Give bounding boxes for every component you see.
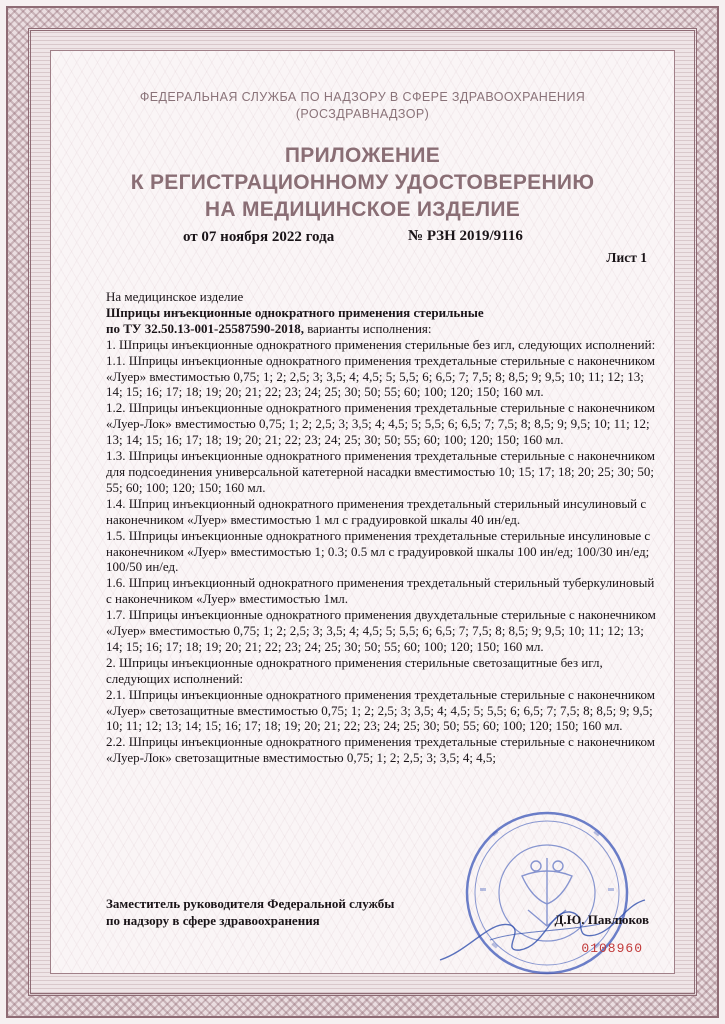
- product-spec: [106, 321, 658, 337]
- list-item: 1.2. Шприцы инъекционные однократного применения трехдетальные стерильные с наконечником «Луер-Лок» вместимостью 0,75; 1; 2; 2,5; 3; 3,5; 4; 4,5; 5; 5,5; 6; 6,5; 7; 7,5; 8; 8,5; 9; 9,5; 10; 11; 12; 13; 14; 15; 16; 17; 18; 19; 20; 21; 22; 23; 24; 25; 30; 50; 55; 60; 100; 120; 150; 160 мл.: [106, 400, 656, 448]
- product-tu: по ТУ 32.50.13-001-25587590-2018,: [106, 320, 304, 336]
- registration-number: № РЗН 2019/9116: [408, 228, 523, 244]
- agency-abbreviation: (РОСЗДРАВНАДЗОР): [295, 107, 430, 121]
- list-item: 1.7. Шприцы инъекционные однократного применения двухдетальные стерильные с наконечником «Луер» вместимостью 0,75; 1; 2; 2,5; 3; 3,5; 4; 4,5; 5; 5,5; 6; 6,5; 7; 7,5; 8; 8,5; 9; 9,5; 10; 11; 12; 13; 14; 15; 16; 17; 18; 19; 20; 21; 22; 23; 24; 25; 30; 50; 55; 60; 100; 120; 150; 160 мл.: [106, 607, 656, 654]
- product-variants-label: варианты исполнения:: [303, 320, 432, 336]
- list-item: 1.3. Шприцы инъекционные однократного применения трехдетальные стерильные с наконечником для подсоединения универсальной катетерной насадки вместимостью 10; 15; 17; 18; 20; 25; 30; 50; 55; 60; 100; 120; 150; 160 мл.: [106, 448, 656, 495]
- product-name: Шприцы инъекционные однократного применения стерильные: [106, 304, 484, 320]
- list-item: 1. Шприцы инъекционные однократного применения стерильные без игл, следующих исполнений:: [106, 336, 656, 352]
- signatory-position-line-1: Заместитель руководителя Федеральной службы: [106, 896, 395, 911]
- signatory-position: [106, 895, 394, 929]
- title-line-1: ПРИЛОЖЕНИЕ: [284, 144, 441, 167]
- list-item: 1.5. Шприцы инъекционные однократного применения трехдетальные стерильные инсулиновые с наконечником «Луер» вместимостью 1; 0.3; 0.5 мл с градуировкой шкалы 100 ин/ед; 100/30 ин/ед; 100/50 ин/ед.: [106, 527, 651, 575]
- document-body: [106, 289, 658, 766]
- list-item: 2.2. Шприцы инъекционные однократного применения трехдетальные стерильные с наконечником «Луер-Лок» светозащитные вместимостью 0,75; 1; 2; 2,5; 3; 3,5; 4; 4,5;: [106, 734, 656, 766]
- list-item: 1.1. Шприцы инъекционные однократного применения трехдетальные стерильные с наконечником «Луер» вместимостью 0,75; 1; 2; 2,5; 3; 3,5; 4; 4,5; 5; 5,5; 6; 6,5; 7; 7,5; 8; 8,5; 9; 9,5; 10; 11; 12; 13; 14; 15; 16; 17; 18; 19; 20; 21; 22; 23; 24; 25; 30; 50; 55; 60; 100; 120; 150; 160 мл.: [106, 352, 656, 400]
- title-line-3: НА МЕДИЦИНСКОЕ ИЗДЕЛИЕ: [204, 198, 521, 221]
- sheet-number: Лист 1: [606, 250, 647, 265]
- signatory-name: Д.Ю. Павлюков: [554, 912, 649, 927]
- issue-date: от 07 ноября 2022 года: [183, 229, 335, 245]
- list-item: 1.4. Шприц инъекционный однократного применения трехдетальный стерильный инсулиновый с наконечником «Луер» вместимостью 1 мл с градуировкой шкалы 40 ин/ед.: [106, 495, 647, 527]
- agency-name: ФЕДЕРАЛЬНАЯ СЛУЖБА ПО НАДЗОРУ В СФЕРЕ ЗДРАВООХРАНЕНИЯ: [139, 90, 586, 104]
- list-item: 2. Шприцы инъекционные однократного применения стерильные светозащитные без игл, следующих исполнений:: [106, 654, 603, 686]
- form-serial-number: 0108960: [581, 941, 643, 956]
- list-item: 2.1. Шприцы инъекционные однократного применения трехдетальные стерильные с наконечником «Луер» светозащитные вместимостью 0,75; 1; 2; 2,5; 3; 3,5; 4; 4,5; 5; 5,5; 6; 6,5; 7; 7,5; 8; 8,5; 9; 9,5; 10; 11; 12; 13; 14; 15; 16; 17; 18; 19; 20; 21; 22; 23; 24; 25; 30; 50; 55; 60; 100; 120; 150; 160 мл.: [106, 686, 656, 734]
- document-title: [0, 142, 725, 223]
- title-line-2: К РЕГИСТРАЦИОННОМУ УДОСТОВЕРЕНИЮ: [130, 171, 595, 194]
- signatory-position-line-2: по надзору в сфере здравоохранения: [106, 913, 320, 928]
- agency-header: [0, 89, 725, 123]
- list-item: 1.6. Шприц инъекционный однократного применения трехдетальный стерильный туберкулиновый с наконечником «Луер» вместимостью 1мл.: [106, 575, 655, 607]
- intro-text: На медицинское изделие: [106, 289, 244, 304]
